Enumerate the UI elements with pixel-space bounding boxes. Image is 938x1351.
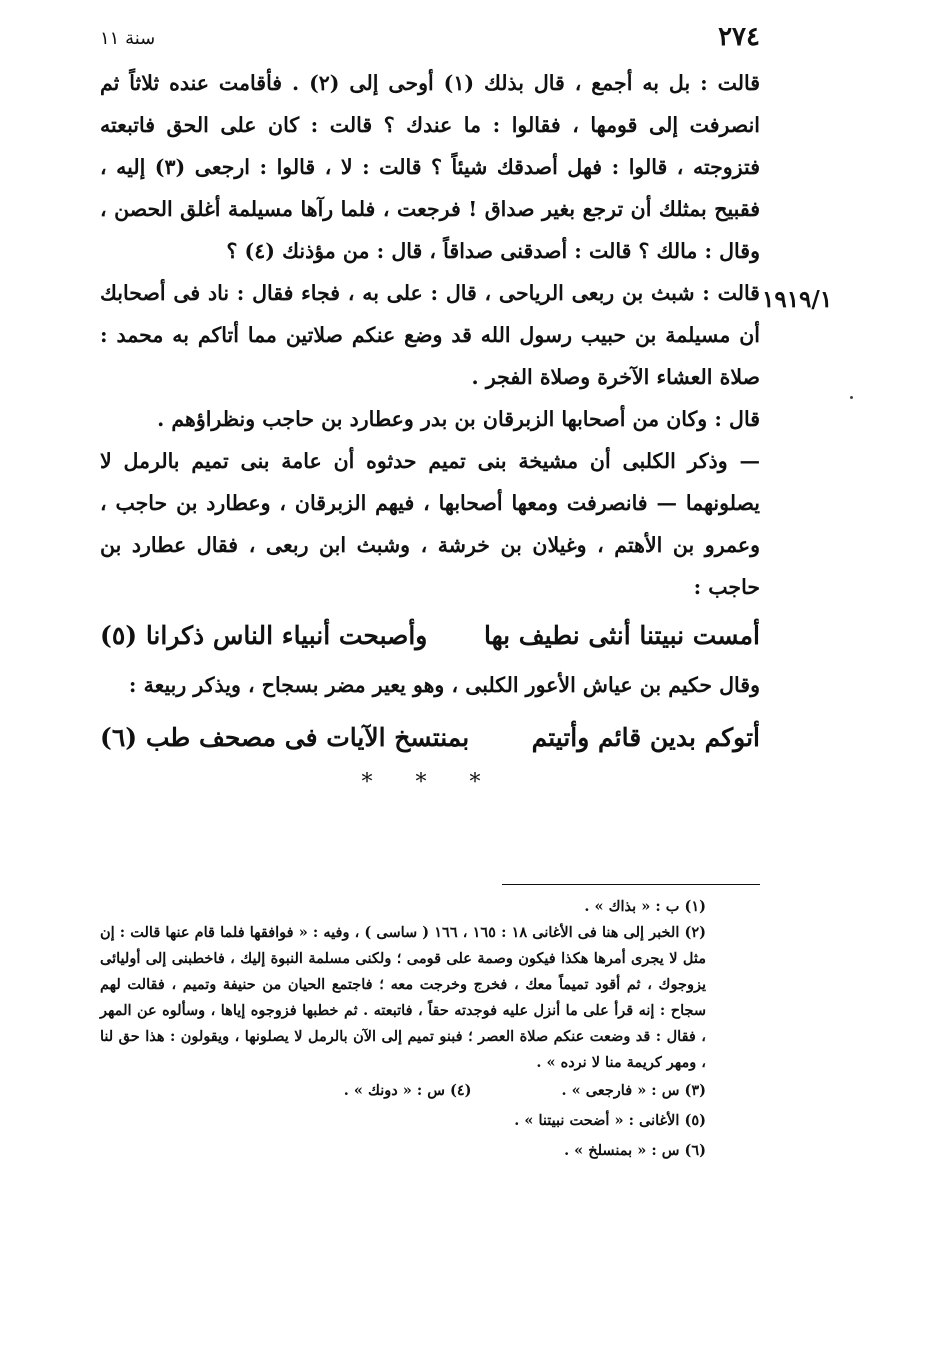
footnote: (٥) الأغانى : « أضحت نبيتنا » . <box>514 1112 706 1129</box>
paragraph: قالت : بل به أجمع ، قال بذلك (١) أوحى إلى (٢) . فأقامت عنده ثلاثاً ثم انصرفت إلى قومها ، فقالوا : ما عندك ؟ قالت : كان على الحق فاتبعته فتزوجته ، قالوا : فهل أصدقك شيئاً ؟ قالت : لا ، قالوا : ارجعى (٣) إليه ، فقبيح بمثلك أن ترجع بغير صداق ! فرجعت ، فلما رآها مسيلمة أغلق الحصن ، وقال : مالك ؟ قالت : أصدقنى صداقاً ، قال : من مؤذنك (٤) ؟ <box>100 71 760 263</box>
footnote: (٢) الخبر إلى هنا فى الأغانى ١٨ : ١٦٥ ، ١٦٦ ( ساسى ) ، وفيه : « فوافقها فلما قام عنها قالت : إن مثل لا يجرى أمرها هكذا فيكون وصمة على قومى ؛ ولكنى مسلمة النبوة إليك ، فاخطبنى إلى أوليائى يزوجوك ، ثم أقود تميماً معك ، فخرج وخرجت معه ؛ فاجتمع الحيان من حنيفة وتميم ، فقالت لهم سجاح : إنه قرأ على ما أنزل عليه فوجدته حقاً ، فاتبعته . ثم خطبها فزوجوه إياها ، وسألوه عن المهر ، فقال : قد وضعت عنكم صلاة العصر ؛ فبنو تميم إلى الآن بالرمل لا يصلونها ، ويقولون : هذا حق لنا ، ومهر كريمة منا لا نرده » . <box>100 924 707 1071</box>
footnote: (٣) س : « فارجعى » . <box>561 1082 706 1099</box>
running-head: سنة ١١ <box>100 28 156 49</box>
footnote: (٤) س : « دونك » . <box>343 1082 472 1099</box>
verse-second-hemistich: وأصبحت أنبياء الناس ذكرانا (٥) <box>100 621 428 650</box>
paragraph: وقال حكيم بن عياش الأعور الكلبى ، وهو يعير مضر بسجاح ، ويذكر ربيعة : <box>128 673 760 697</box>
paragraph: قالت : شبث بن ربعى الرياحى ، قال : على به ، فجاء فقال : ناد فى أصحابك أن مسيلمة بن حبيب رسول الله قد وضع عنكم صلاتين مما أتاكم به محمد : صلاة العشاء الآخرة وصلاة الفجر . <box>100 281 760 389</box>
paragraph: قال : وكان من أصحابها الزبرقان بن بدر وعطارد بن حاجب ونظراؤهم . <box>157 407 760 431</box>
verse-first-hemistich: أتوكم بدين قائم وأتيتم <box>531 723 760 752</box>
page-number: ٢٧٤ <box>718 22 760 52</box>
footnote: (١) ب : « بذاك » . <box>584 898 706 915</box>
verse-second-hemistich: بمنتسخ الآيات فى مصحف طب (٦) <box>100 723 470 752</box>
footnotes <box>100 894 730 1166</box>
paragraph: — وذكر الكلبى أن مشيخة بنى تميم حدثوه أن عامة بنى تميم بالرمل لا يصلونهما — فانصرفت ومعها أصحابها ، فيهم الزبرقان ، وعطارد بن حاجب ، وعمرو بن الأهتم ، وغيلان بن خرشة ، وشبث ابن ربعى ، فقال عطارد بن حاجب : <box>100 449 760 599</box>
footnote-row <box>100 1076 730 1106</box>
verse-line <box>100 712 760 764</box>
verse-line <box>100 610 760 662</box>
section-separator: * * * <box>361 770 499 795</box>
main-text <box>100 62 760 798</box>
page-header <box>100 22 760 52</box>
footnote: (٦) س : « بمنسلخ » . <box>564 1142 706 1159</box>
verse-first-hemistich: أمست نبيتنا أنثى نطيف بها <box>483 621 760 650</box>
stray-mark <box>850 396 853 399</box>
margin-reference: ١٩١٩/١ <box>762 286 833 313</box>
footnote-rule <box>502 884 760 885</box>
